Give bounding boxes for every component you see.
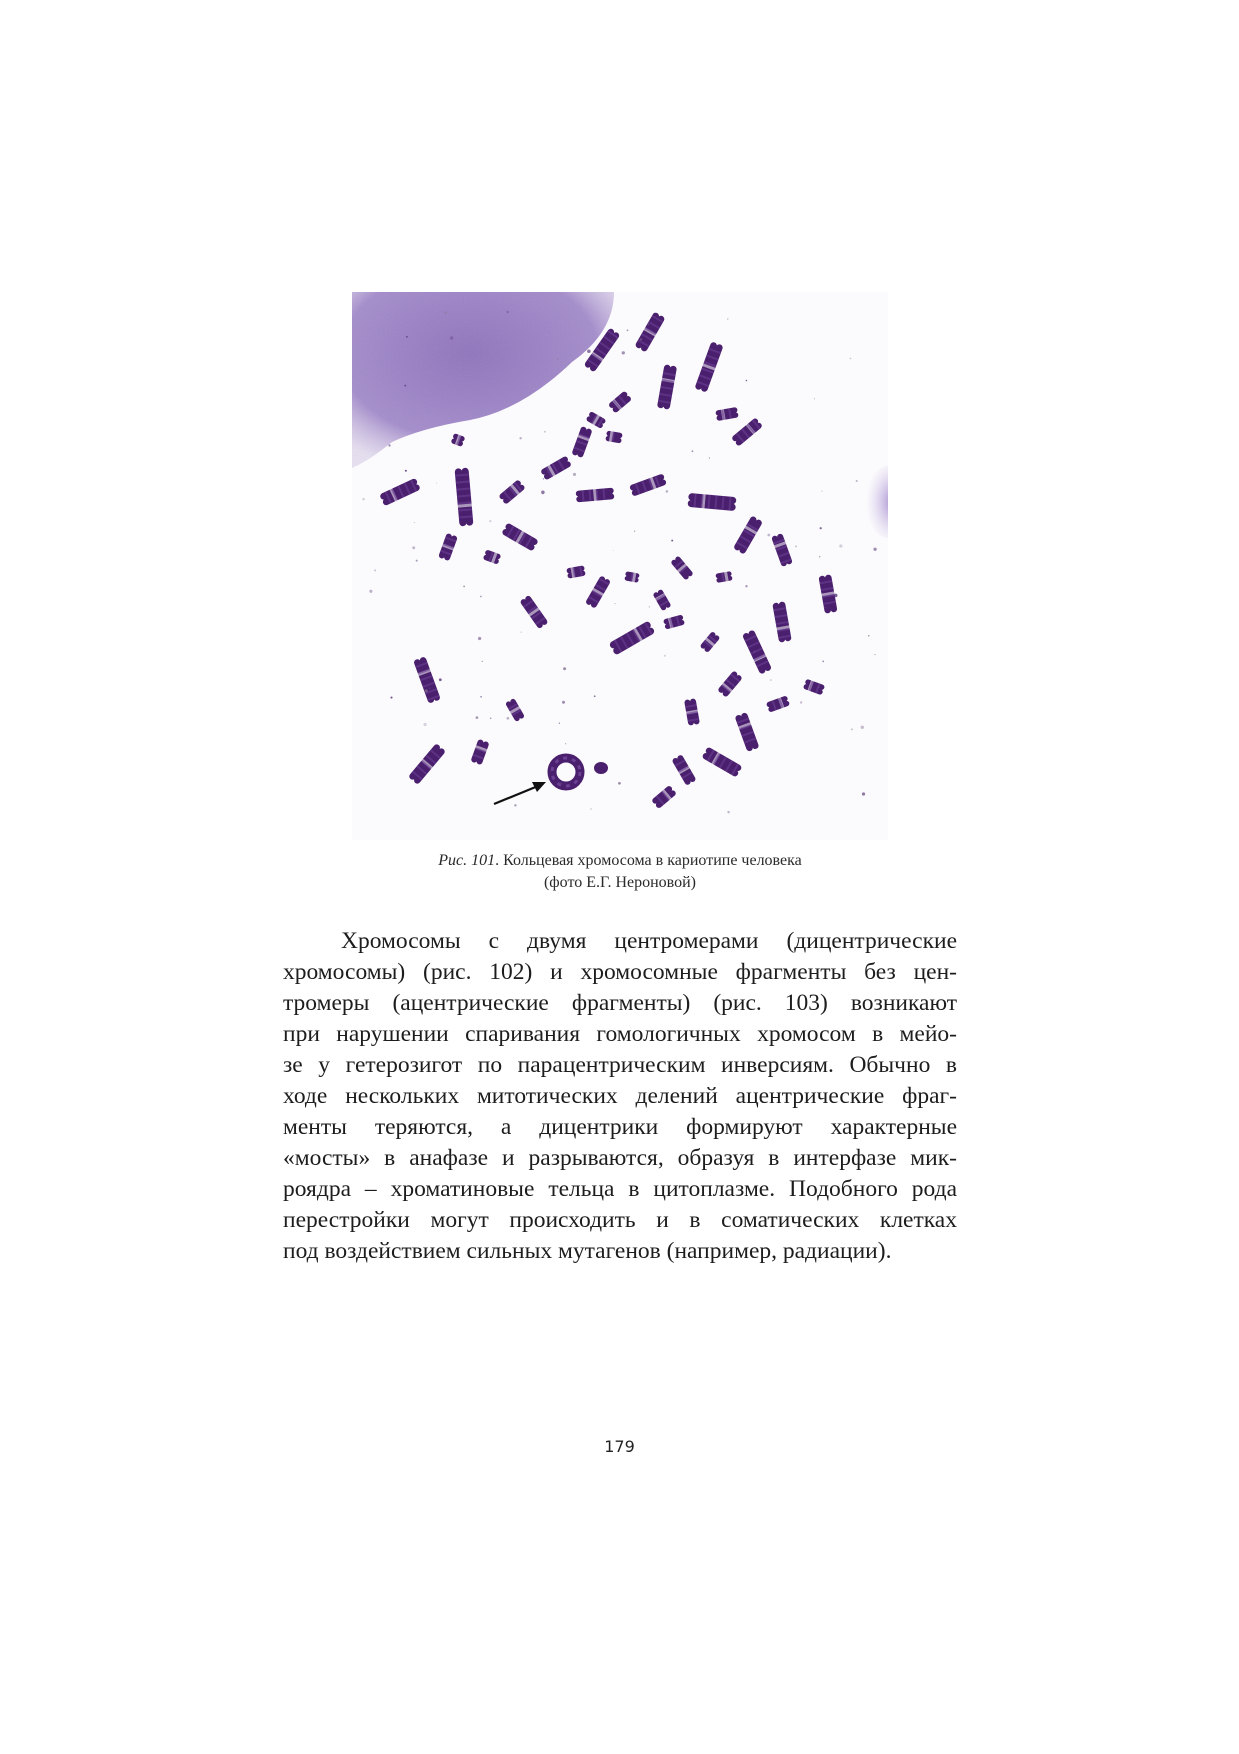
debris-speck [514,804,516,806]
debris-speck [664,655,666,657]
debris-speck [856,480,858,482]
debris-speck [822,661,824,663]
debris-speck [439,678,442,681]
debris-speck [862,792,865,795]
debris-speck [416,560,418,562]
debris-speck [868,635,870,637]
debris-speck [557,358,559,360]
debris-speck [745,585,747,587]
text-line: при нарушении спаривания гомологичных хромосом в мейо- [283,1021,957,1047]
debris-speck [727,811,730,814]
figure-caption: Рис. 101. Кольцевая хромосома в кариотипе человека (фото Е.Г. Нероновой) [352,850,888,894]
debris-speck [412,546,415,549]
debris-speck [450,336,453,339]
body-paragraph [283,926,957,1267]
debris-speck [594,695,596,697]
debris-speck [874,654,875,655]
debris-speck [824,607,825,608]
debris-speck [504,491,505,492]
caption-text: Кольцевая хромосома в кариотипе человека [503,852,802,869]
debris-speck [640,338,642,340]
text-line: хромосомы) (рис. 102) и хромосомные фрагменты без цен- [283,959,957,985]
debris-speck [521,632,522,633]
debris-speck [362,498,364,500]
debris-speck [507,311,509,313]
text-line: ходе нескольких митотических делений ацентрические фраг- [283,1083,957,1109]
debris-speck [634,531,635,532]
debris-speck [402,347,403,348]
text-line: зе у гетерозигот по парацентрическим инверсиям. Обычно в [283,1052,957,1078]
debris-speck [671,540,673,542]
debris-speck [587,349,591,353]
debris-speck [795,545,797,547]
debris-speck [850,358,852,360]
debris-speck [622,351,625,354]
debris-speck [851,728,853,730]
text-line: «мосты» в анафазе и разрываются, образуя в интерфазе мик- [283,1145,957,1171]
debris-speck [480,696,482,698]
debris-speck [565,743,566,744]
debris-speck [425,689,428,692]
debris-speck [563,667,566,670]
debris-speck [560,782,563,785]
text-line: перестройки могут происходить и в соматических клетках [283,1207,957,1233]
debris-speck [476,716,479,719]
text-line: менты теряются, а дицентрики формируют характерные [283,1114,957,1140]
debris-speck [834,594,838,598]
figure-label: Рис. 101 [438,852,496,869]
debris-speck [820,527,822,529]
debris-speck [754,651,755,652]
text-line: под воздействием сильных мутагенов (например, радиации). [283,1238,892,1264]
debris-speck [616,338,618,340]
debris-speck [478,637,481,640]
karyotype-photo [352,292,888,840]
caption-credit: (фото Е.Г. Нероновой) [543,874,697,891]
debris-speck [618,782,621,785]
debris-speck [873,548,876,551]
debris-speck [414,522,415,523]
debris-speck [649,606,650,607]
debris-speck [627,329,629,331]
debris-speck [405,470,407,472]
debris-speck [839,544,842,547]
debris-speck [559,723,560,724]
debris-speck [818,687,819,688]
debris-speck [390,697,392,699]
debris-speck [613,550,614,551]
text-line: роядра – хроматиновые тельца в цитоплазме. Подобного рода [283,1176,957,1202]
debris-speck [562,701,565,704]
debris-speck [543,478,544,479]
debris-speck [490,718,492,720]
debris-speck [814,399,815,400]
debris-speck [819,556,820,557]
page-number: 179 [604,1437,635,1456]
debris-speck [590,808,591,809]
debris-speck [767,534,770,537]
debris-speck [573,473,576,476]
debris-speck [507,717,510,720]
debris-speck [369,590,372,593]
debris-speck [489,520,491,522]
text-line: Хромосомы с двумя центромерами (дицентрические [341,928,957,954]
debris-speck [614,603,615,604]
debris-speck [428,687,430,689]
debris-speck [404,385,406,387]
debris-speck [727,318,728,319]
debris-speck [544,431,546,433]
debris-speck [746,380,748,382]
debris-speck [599,762,600,763]
debris-speck [444,311,447,314]
debris-speck [821,490,823,492]
debris-speck [648,324,650,326]
debris-speck [374,569,376,571]
debris-speck [519,437,521,439]
debris-speck [463,586,465,588]
debris-speck [770,679,772,681]
debris-speck [406,336,408,338]
debris-speck [388,444,390,446]
debris-speck [861,726,864,729]
debris-speck [541,491,545,495]
debris-speck [692,450,694,452]
debris-speck [479,743,480,744]
figure-photo [352,292,888,840]
text-line: тромеры (ацентрические фрагменты) (рис. 103) возникают [283,990,957,1016]
debris-speck [666,490,669,493]
debris-speck [423,723,426,726]
debris-speck [800,701,802,703]
debris-speck [436,483,437,484]
debris-speck [480,596,482,598]
debris-speck [709,457,710,458]
debris-speck [482,661,483,662]
